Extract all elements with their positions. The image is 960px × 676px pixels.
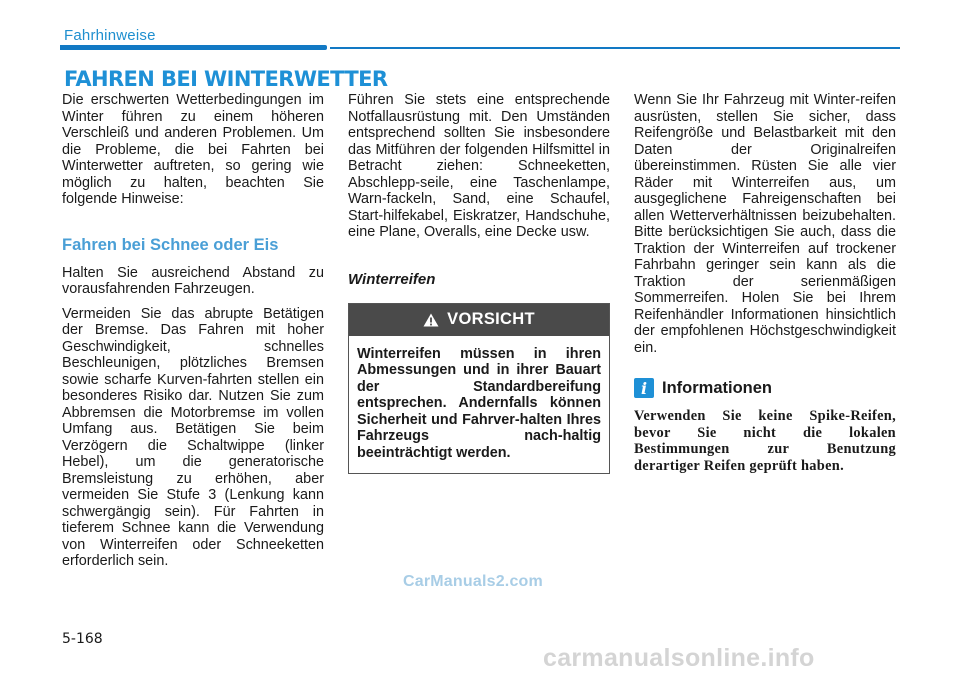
column-2 — [348, 92, 610, 474]
section-label: Fahrhinweise — [64, 27, 156, 44]
emergency-equipment-paragraph: Führen Sie stets eine entsprechende Notfallausrüstung mit. Den Umständen entsprechend sollten Sie insbesondere das Mitführen der folgenden Hilfsmittel in Betracht ziehen: Schneeketten, Abschlepp-seile, eine Taschenlampe, Warn-fackeln, Sand, eine Schaufel, Start-hilfekabel, Eiskratzer, Handschuhe, eine Plane, Overalls, eine Decke usw. — [348, 92, 610, 240]
caution-label: VORSICHT — [447, 310, 535, 328]
page-number: 5-168 — [62, 631, 103, 647]
column-3 — [634, 92, 896, 474]
distance-paragraph: Halten Sie ausreichend Abstand zu vorausfahrenden Fahrzeugen. — [62, 264, 324, 297]
info-icon: i — [634, 378, 654, 398]
page-title: FAHREN BEI WINTERWETTER — [64, 67, 388, 91]
header-rule-thick — [60, 45, 327, 50]
header-rule-thin — [330, 47, 900, 49]
caution-header — [349, 304, 609, 336]
watermark-carmanualsonline: carmanualsonline.info — [543, 644, 815, 672]
warning-triangle-icon — [423, 313, 439, 327]
info-heading — [634, 378, 896, 398]
winter-tires-paragraph: Wenn Sie Ihr Fahrzeug mit Winter-reifen ausrüsten, stellen Sie sicher, dass Reifengröße und Belastbarkeit mit den Daten der Originalreifen übereinstimmen. Rüsten Sie alle vier Räder mit Winterreifen aus, um ausgeglichene Fahreigenschaften bei allen Wetterverhältnissen beizubehalten. Bitte berücksichtigen Sie auch, dass die Traktion der Winterreifen auf trockener Fahrbahn geringer sein kann als die Traktion der serienmäßigen Sommerreifen. Holen Sie bei Ihrem Reifenhändler Informationen hinsichtlich der empfohlenen Höchstgeschwindigkeit ein. — [634, 92, 896, 356]
subheading-winter-tires: Winterreifen — [348, 270, 436, 288]
braking-paragraph: Vermeiden Sie das abrupte Betätigen der Bremse. Das Fahren mit hoher Geschwindigkeit, schnelles Beschleunigen, plötzliches Bremsen sowie scharfe Kurven-fahrten stellen ein besonderes Risiko dar. Nutzen Sie zum Abbremsen die Motorbremse im vollen Umfang aus. Betätigen Sie beim Verzögern die Schaltwippe (linker Hebel), um die generatorische Bremsleistung zu erhöhen, aber vermeiden Sie Stufe 3 (Lenkung kann schwergängig sein). Für Fahrten in tieferem Schnee kann die Verwendung von Winterreifen oder Schneeketten erforderlich sein. — [62, 305, 324, 569]
intro-paragraph: Die erschwerten Wetterbedingungen im Winter führen zu einem höheren Verschleiß und anderen Problemen. Um die Probleme, die bei Fahrten bei Winterwetter auftreten, so gering wie möglich zu halten, beachten Sie folgende Hinweise: — [62, 92, 324, 207]
caution-box — [348, 303, 610, 475]
info-title: Informationen — [662, 378, 772, 397]
column-1 — [62, 92, 324, 578]
caution-text: Winterreifen müssen in ihren Abmessungen und in ihrer Bauart der Standardbereifung entsprechen. Andernfalls können Sicherheit und Fahrver-halten Ihres Fahrzeugs nach-haltig beeinträchtigt werden. — [357, 345, 601, 461]
info-text: Verwenden Sie keine Spike-Reifen, bevor Sie nicht die lokalen Bestimmungen zur Benutzung derartiger Reifen geprüft haben. — [634, 408, 896, 474]
subheading-snow-ice: Fahren bei Schnee oder Eis — [62, 235, 279, 254]
watermark-carmanuals2: CarManuals2.com — [403, 573, 543, 590]
